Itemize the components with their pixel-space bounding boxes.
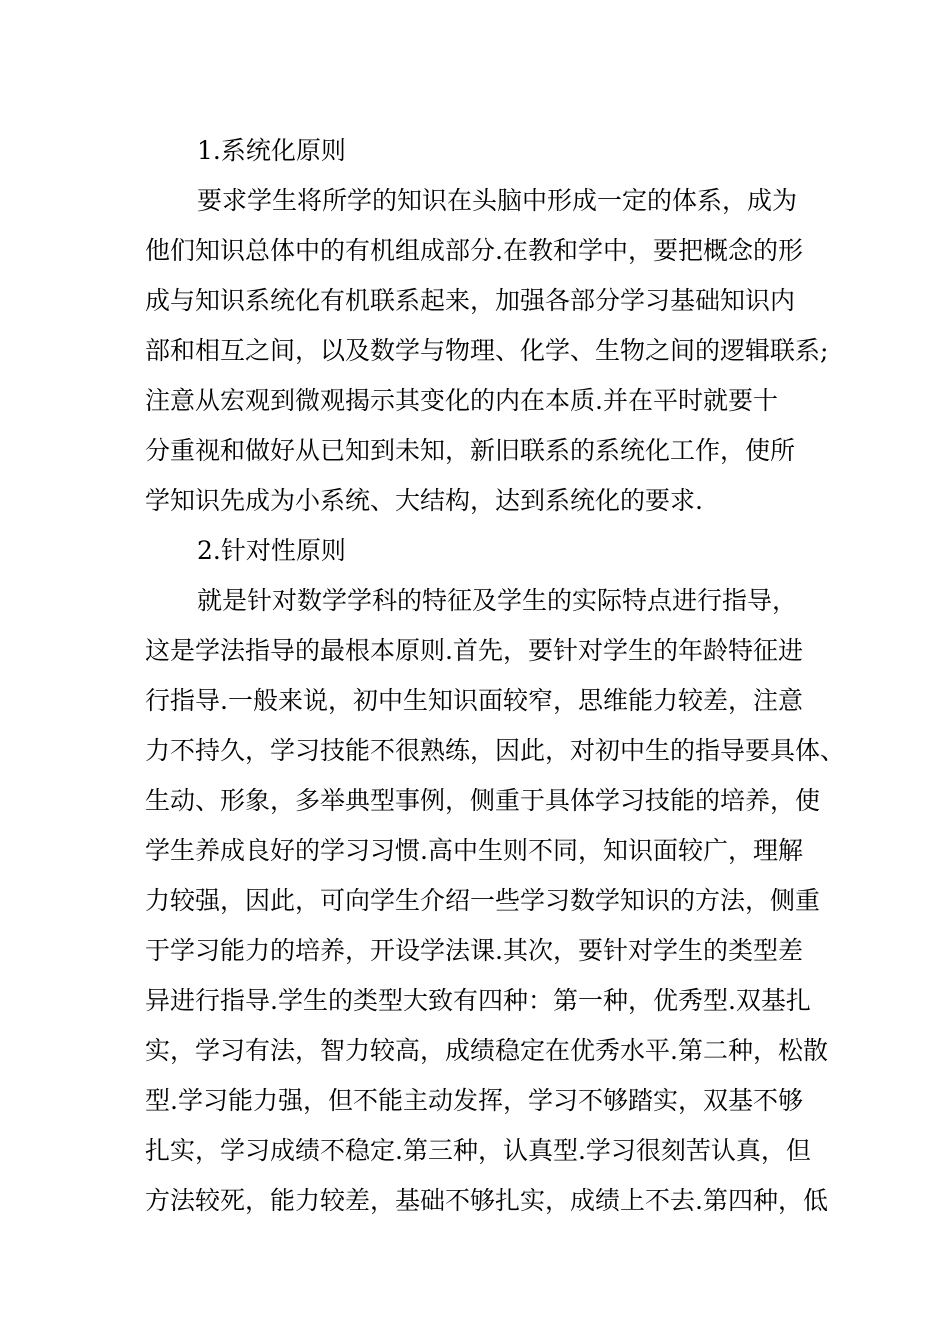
paragraph-line: 注意从宏观到微观揭示其变化的内在本质.并在平时就要十 bbox=[145, 386, 778, 415]
paragraph-line: 于学习能力的培养，开设学法课.其次，要针对学生的类型差 bbox=[145, 936, 803, 965]
paragraph-line: 就是针对数学学科的特征及学生的实际特点进行指导， bbox=[197, 586, 798, 615]
paragraph-line: 实，学习有法，智力较高，成绩稳定在优秀水平.第二种，松散 bbox=[145, 1036, 828, 1065]
paragraph-line: 学知识先成为小系统、大结构，达到系统化的要求. bbox=[145, 486, 703, 515]
paragraph-line: 要求学生将所学的知识在头脑中形成一定的体系，成为 bbox=[197, 186, 798, 215]
section-heading-pertinence: 2.针对性原则 bbox=[197, 536, 346, 565]
paragraph-line: 力不持久，学习技能不很熟练，因此，对初中生的指导要具体、 bbox=[145, 736, 846, 765]
paragraph-line: 分重视和做好从已知到未知，新旧联系的系统化工作，使所 bbox=[145, 436, 796, 465]
paragraph-line: 方法较死，能力较差，基础不够扎实，成绩上不去.第四种，低 bbox=[145, 1186, 828, 1215]
paragraph-line: 成与知识系统化有机联系起来，加强各部分学习基础知识内 bbox=[145, 286, 796, 315]
paragraph-line: 生动、形象，多举典型事例，侧重于具体学习技能的培养，使 bbox=[145, 786, 821, 815]
paragraph-line: 部和相互之间，以及数学与物理、化学、生物之间的逻辑联系; bbox=[145, 336, 829, 365]
paragraph-line: 他们知识总体中的有机组成部分.在教和学中，要把概念的形 bbox=[145, 236, 803, 265]
section-heading-systematization: 1.系统化原则 bbox=[197, 136, 346, 165]
paragraph-line: 学生养成良好的学习习惯.高中生则不同，知识面较广，理解 bbox=[145, 836, 803, 865]
paragraph-line: 行指导.一般来说，初中生知识面较窄，思维能力较差，注意 bbox=[145, 686, 803, 715]
paragraph-line: 异进行指导.学生的类型大致有四种：第一种，优秀型.双基扎 bbox=[145, 986, 811, 1015]
paragraph-line: 扎实，学习成绩不稳定.第三种，认真型.学习很刻苦认真，但 bbox=[145, 1136, 811, 1165]
document-body bbox=[145, 126, 846, 1226]
paragraph-line: 型.学习能力强，但不能主动发挥，学习不够踏实，双基不够 bbox=[145, 1086, 803, 1115]
paragraph-line: 这是学法指导的最根本原则.首先，要针对学生的年龄特征进 bbox=[145, 636, 803, 665]
paragraph-line: 力较强，因此，可向学生介绍一些学习数学知识的方法，侧重 bbox=[145, 886, 821, 915]
